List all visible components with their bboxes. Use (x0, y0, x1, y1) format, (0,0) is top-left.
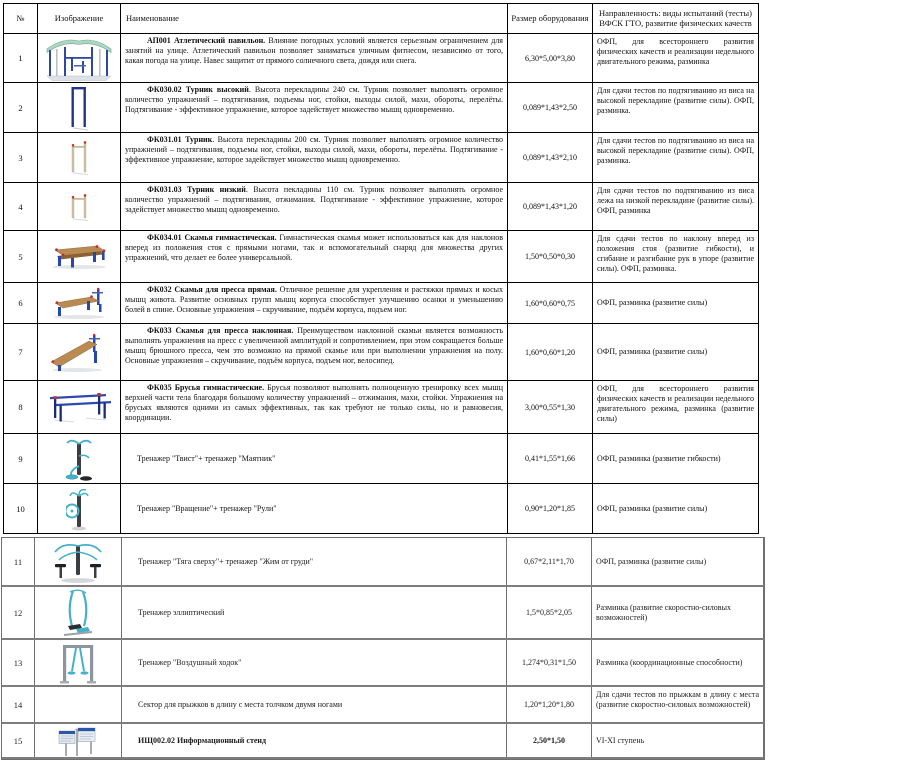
row-number-cell: 5 (4, 231, 38, 282)
name-cell (121, 324, 508, 380)
bar-low-icon (65, 192, 93, 222)
image-cell (35, 687, 122, 722)
image-cell (35, 640, 122, 685)
bench-icon (47, 243, 111, 270)
item-description: Гимнастическая скамья может использоваться как для наклонов вперед из положения стоя с прямыми ногами, так и вспомогательный снаряд для множества других упражнений, что делает ее более универсальной. (125, 233, 503, 262)
direction-cell: ОФП, разминка (развитие силы) (597, 347, 708, 356)
direction-cell: ОФП, для всестороннего развития физических качеств и реализации недельного двигательного режима, разминка (597, 37, 754, 66)
name-cell (121, 381, 508, 433)
direction-cell: Разминка (координационные способности) (592, 640, 764, 685)
table-row (4, 381, 758, 434)
name-cell (121, 231, 508, 282)
item-code: ИЩ002.02 Информационный стенд (138, 735, 267, 745)
table-row (2, 687, 764, 724)
item-code: ФК031.03 Турник низкий (147, 185, 246, 194)
size-cell: 0,089*1,43*2,50 (508, 83, 593, 132)
image-cell (38, 484, 121, 533)
image-cell (38, 283, 121, 323)
twist-icon (64, 436, 94, 482)
row-number-cell: 2 (4, 83, 38, 132)
direction-cell: ОФП, разминка (развитие силы) (592, 538, 764, 585)
direction-cell: Для сдачи тестов по подтягиванию из виса на высокой перекладине (развитие силы). ОФП, разминка. (597, 136, 754, 165)
name-cell (121, 434, 508, 483)
image-cell (38, 381, 121, 433)
row-number-cell: 6 (4, 283, 38, 323)
item-code: ФК031.01 Турник (147, 135, 213, 144)
item-description: . Высота перекладины 200 см. Турник позволяет выполнять огромное количество упражнений – подтягивания, подъемы ног, стойки, выходы силой, махи, обороты, перелёты. Подтягивание - эффективное упражнение, которое задействует множество мышц одновременно. (125, 135, 503, 164)
header-size: Размер оборудования (508, 4, 593, 33)
item-code: ФК032 Скамья для пресса прямая. (147, 285, 277, 294)
name-cell (122, 587, 507, 638)
item-code: ФК030.02 Турник высокий (147, 85, 249, 94)
item-code: АП001 Атлетический павильон. (147, 36, 266, 45)
item-code: ФК033 Скамья для пресса наклонная. (147, 326, 294, 335)
name-cell (121, 83, 508, 132)
direction-cell: Для сдачи тестов по прыжкам в длину с места (развитие скоростно-силовых возможностей) (592, 687, 764, 722)
name-cell (121, 133, 508, 182)
bar-mid-icon (65, 139, 93, 177)
item-description: Влияние погодных условий является серьезным ограничением для занятий на улице. Атлетический павильон позволяет заниматься уличным фитнесом, независимо от того, какая погода на улице. Навес защитит от прямого солнечного света, дождя или снега. (125, 36, 503, 65)
name-cell (122, 724, 507, 757)
table-row (4, 283, 758, 324)
table-header-row (4, 4, 758, 34)
direction-cell: Для сдачи тестов по наклону вперед из положения стоя (развитие гибкости), и сгибание и разгибание рук в упоре (развитие силы). ОФП, разминка. (597, 234, 754, 273)
item-description: Тренажер эллиптический (138, 607, 225, 617)
air-walker-icon (57, 640, 99, 685)
image-cell (38, 34, 121, 82)
press-straight-icon (49, 286, 109, 320)
row-number-cell: 3 (4, 133, 38, 182)
name-cell (122, 687, 507, 722)
rotation-icon (66, 486, 92, 532)
elliptical-icon (58, 588, 98, 638)
table-row (2, 587, 764, 640)
image-cell (38, 83, 121, 132)
size-cell: 0,089*1,43*2,10 (508, 133, 593, 182)
item-description: Отличное решение для укрепления и растяжки прямых и косых мышц живота. Развитие основных групп мышц корпуса способствует улучшению осанки и уменьшению болей в спине. Основные упражнения – скручивание, подъём корпуса, подъем ног. (125, 285, 503, 314)
item-code: ФК034.01 Скамья гимнастическая. (147, 233, 277, 242)
item-description: Преимуществом наклонной скамьи является возможность выполнять упражнения на пресс с увеличенной амплитудой и сопротивлением, при этом сокращается больше мышц брюшного пресса, чем это возможно на прямой скамье или при выполнении упражнения на полу. Основные упражнения – скручивание, подъём корпуса, подъем ног, велосипед. (125, 326, 503, 365)
table-row (4, 434, 758, 484)
row-number-cell: 11 (2, 538, 35, 585)
direction-cell: ОФП, для всестороннего развития физических качеств и реализации недельного двигательного режима, разминка (развитие силы) (597, 384, 754, 423)
size-cell: 1,5*0,85*2,05 (507, 587, 592, 638)
row-number-cell: 8 (4, 381, 38, 433)
row-number-cell: 15 (2, 724, 35, 757)
size-cell: 1,50*0,50*0,30 (508, 231, 593, 282)
name-cell (121, 484, 508, 533)
name-cell (122, 640, 507, 685)
item-description: Тренажер "Вращение"+ тренажер "Рули" (137, 503, 277, 513)
parallel-bars-icon (46, 389, 112, 425)
name-cell (121, 34, 508, 82)
table-row (4, 231, 758, 283)
name-cell (121, 183, 508, 230)
row-number-cell: 10 (4, 484, 38, 533)
item-description: Сектор для прыжков в длину с места толчком двумя ногами (138, 699, 343, 709)
direction-cell: VI-XI ступень (592, 724, 764, 757)
table-row (4, 324, 758, 381)
header-image: Изображение (38, 4, 121, 33)
table-row (4, 133, 758, 183)
table-row (4, 34, 758, 83)
row-number-cell: 12 (2, 587, 35, 638)
press-incline-icon (49, 331, 109, 373)
table-row (2, 640, 764, 687)
table-row (4, 484, 758, 533)
size-cell: 1,20*1,20*1,80 (507, 687, 592, 722)
item-code: ФК035 Брусья гимнастические. (147, 383, 265, 392)
direction-cell: ОФП, разминка (развитие силы) (597, 503, 708, 513)
size-cell: 1,60*0,60*1,20 (508, 324, 593, 380)
row-number-cell: 14 (2, 687, 35, 722)
info-stand-icon (54, 724, 102, 757)
image-cell (38, 324, 121, 380)
table-row (2, 724, 764, 759)
size-cell: 1,60*0,60*0,75 (508, 283, 593, 323)
image-cell (35, 538, 122, 585)
image-cell (38, 231, 121, 282)
table-row (2, 538, 764, 587)
size-cell: 0,089*1,43*1,20 (508, 183, 593, 230)
image-cell (38, 133, 121, 182)
equipment-table-page2 (1, 537, 765, 760)
item-description: . Высота пекладины 110 см. Турник позволяет выполнять огромное количество упражнений – подтягивания, отжимания. Подтягивание - эффективное упражнение, которое задействует множество мышц одновременно. (125, 185, 503, 214)
size-cell: 6,30*5,00*3,80 (508, 34, 593, 82)
header-num: № (4, 4, 38, 33)
direction-cell: Для сдачи тестов по подтягиванию из виса лежа на низкой перекладине (развитие силы). ОФП, разминка (597, 186, 754, 215)
direction-cell: Разминка (развитие скоростно-силовых возможностей) (592, 587, 764, 638)
high-bar-icon (68, 84, 90, 132)
direction-cell: ОФП, разминка (развитие гибкости) (597, 453, 721, 463)
image-cell (38, 183, 121, 230)
pavilion-icon (46, 35, 112, 81)
row-number-cell: 9 (4, 434, 38, 483)
item-description: Тренажер "Тяга сверху"+ тренажер "Жим от груди" (138, 556, 314, 566)
row-number-cell: 7 (4, 324, 38, 380)
image-cell (35, 587, 122, 638)
size-cell: 3,00*0,55*1,30 (508, 381, 593, 433)
item-description: Тренажер "Твист"+ тренажер "Маятник" (137, 453, 276, 463)
size-cell: 0,41*1,55*1,66 (508, 434, 593, 483)
size-cell: 1,274*0,31*1,50 (507, 640, 592, 685)
table-row (4, 183, 758, 231)
item-description: . Высота перекладины 240 см. Турник позволяет выполнять огромное количество упражнений – подтягивания, подъемы ног, стойки, выходы силой, махи, обороты, перелёты. Подтягивание - эффективное упражнение, которое задействует множество мышц одновременно. (125, 85, 503, 114)
direction-cell: Для сдачи тестов по подтягиванию из виса на высокой перекладине (развитие силы). ОФП, разминка. (597, 86, 754, 115)
size-cell: 0,90*1,20*1,85 (508, 484, 593, 533)
size-cell: 2,50*1,50 (507, 724, 592, 757)
item-description: Тренажер "Воздушный ходок" (138, 657, 242, 667)
header-direction: Направленность: виды испытаний (тесты) ВФСК ГТО, развитие физических качеств (599, 8, 752, 28)
lat-pulldown-icon (51, 540, 105, 584)
row-number-cell: 13 (2, 640, 35, 685)
image-cell (35, 724, 122, 757)
equipment-table-page1 (3, 3, 759, 534)
item-description: Брусья позволяют выполнять полноценную тренировку всех мышц верхней части тела благодаря большому количеству упражнений – отжимания, махи, стойки. Упражнения на брусьях являются одними из самых эффективных, так как требуют не только силы, но и равновесия, координации. (125, 383, 503, 422)
row-number-cell: 4 (4, 183, 38, 230)
size-cell: 0,67*2,11*1,70 (507, 538, 592, 585)
header-name: Наименование (121, 4, 508, 33)
direction-cell: ОФП, разминка (развитие силы) (597, 298, 708, 307)
row-number-cell: 1 (4, 34, 38, 82)
image-cell (38, 434, 121, 483)
name-cell (122, 538, 507, 585)
name-cell (121, 283, 508, 323)
table-row (4, 83, 758, 133)
